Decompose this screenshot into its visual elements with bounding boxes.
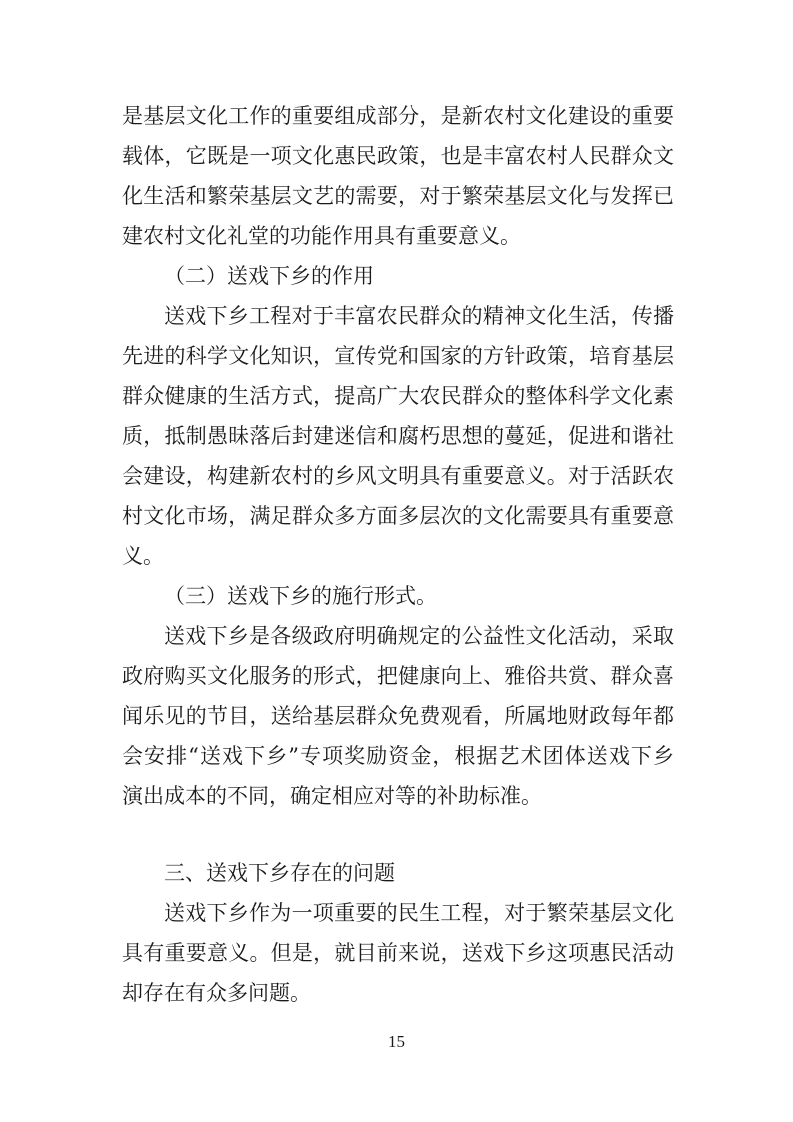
paragraph-line: 建农村文化礼堂的功能作用具有重要意义。 <box>122 224 521 248</box>
page-number: 15 <box>388 1032 405 1051</box>
paragraph-line: 政府购买文化服务的形式，把健康向上、雅俗共赏、群众喜 <box>122 664 674 688</box>
paragraph-line: 送戏下乡是各级政府明确规定的公益性文化活动，采取 <box>164 624 674 648</box>
paragraph-line: 先进的科学文化知识，宣传党和国家的方针政策，培育基层 <box>122 344 674 368</box>
paragraph-line: 送戏下乡工程对于丰富农民群众的精神文化生活，传播 <box>164 304 674 328</box>
paragraph-line: 演出成本的不同，确定相应对等的补助标准。 <box>122 784 542 808</box>
section-heading: 三、送戏下乡存在的问题 <box>164 861 395 885</box>
paragraph-line: 具有重要意义。但是，就目前来说，送戏下乡这项惠民活动 <box>122 941 674 965</box>
paragraph-line: 村文化市场，满足群众多方面多层次的文化需要具有重要意 <box>122 504 674 528</box>
paragraph-line: 群众健康的生活方式，提高广大农民群众的整体科学文化素 <box>122 384 674 408</box>
paragraph-line: 会建设，构建新农村的乡风文明具有重要意义。对于活跃农 <box>122 464 674 488</box>
subsection-heading: （二）送戏下乡的作用 <box>164 264 374 288</box>
paragraph-line: 载体，它既是一项文化惠民政策，也是丰富农村人民群众文 <box>122 144 674 168</box>
subsection-heading: （三）送戏下乡的施行形式。 <box>164 584 437 608</box>
paragraph-line: 义。 <box>122 544 164 568</box>
paragraph-line: 送戏下乡作为一项重要的民生工程，对于繁荣基层文化 <box>164 901 674 925</box>
paragraph-line: 质，抵制愚昧落后封建迷信和腐朽思想的蔓延，促进和谐社 <box>122 424 674 448</box>
paragraph-line: 却存在有众多问题。 <box>122 981 311 1005</box>
paragraph-line: 闻乐见的节目，送给基层群众免费观看，所属地财政每年都 <box>122 704 674 728</box>
paragraph-line: 会安排“送戏下乡”专项奖励资金，根据艺术团体送戏下乡 <box>122 744 674 768</box>
paragraph-line: 是基层文化工作的重要组成部分，是新农村文化建设的重要 <box>122 104 674 128</box>
paragraph-line: 化生活和繁荣基层文艺的需要，对于繁荣基层文化与发挥已 <box>122 184 674 208</box>
